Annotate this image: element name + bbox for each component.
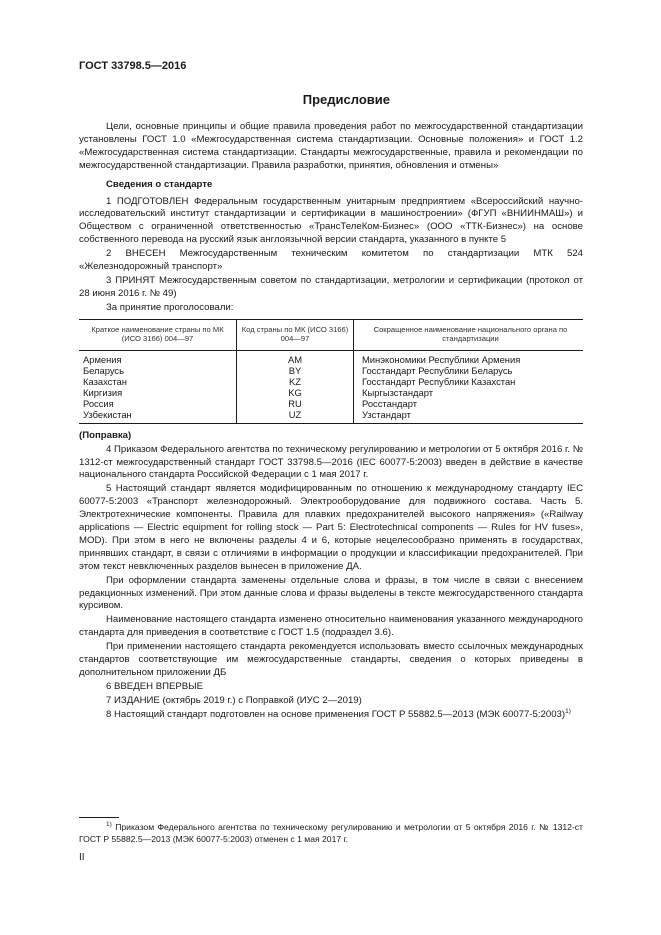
table-cell-body: Госстандарт Республики Казахстан (362, 375, 516, 387)
table-row (79, 350, 583, 365)
table-cell-country: Киргизия (79, 387, 237, 398)
table-cell-country: Беларусь (79, 365, 237, 376)
table-cell-body: Росстандарт (362, 397, 417, 409)
intro-paragraph: Цели, основные принципы и общие правила проведения работ по межгосударственной стандартизации установлены ГОСТ 1.0 «Межгосударственная система стандартизации. Основные положения» и ГОСТ 1.2 «Межгосударственная система стандартизации. Стандарты межгосударственные, правила и рекомендации по межгосударственной стандартизации. Правила разработки, принятия, обновления и отмены» (79, 121, 583, 171)
table-cell-body: Минэкономики Республики Армения (362, 353, 521, 365)
table-row (79, 409, 583, 424)
footnote-divider (79, 817, 119, 818)
table-cell-code: KZ (237, 376, 354, 387)
table-cell-body: Узстандарт (354, 409, 584, 424)
page-number: II (79, 852, 85, 863)
item-5: 5 Настоящий стандарт является модифицированным по отношению к международному стандарту IEC 60077-5:2003 «Транспорт железнодорожный. Электрооборудование для подвижного состава. Часть 5. Электротехнические компоненты. Правила для плавких предохранителей высокого напряжения» («Railway applications — Electric equipment for rolling stock — Part 5: Electrotechnical components — Rules for HV fuses», MOD). При этом в него не включены разделы 4 и 6, которые нецелесообразно применять в государствах, принявших стандарт, в связи с отличиями в информации о продукции и классификации предохранителей. При этом текст невключенных разделов вынесен в приложение ДА. (79, 483, 583, 572)
item-7: 7 ИЗДАНИЕ (октябрь 2019 г.) с Поправкой (ИУС 2—2019) (106, 694, 362, 706)
vote-label: За принятие проголосовали: (106, 301, 234, 313)
item-8 (79, 709, 583, 722)
table-row (79, 398, 583, 409)
table-header-code: Код страны по МК (ИСО 3166) 004—97 (237, 319, 354, 350)
document-number: ГОСТ 33798.5—2016 (79, 60, 187, 72)
table-cell-country: Казахстан (79, 376, 237, 387)
item-3: 3 ПРИНЯТ Межгосударственным советом по стандартизации, метрологии и сертификации (протокол от 28 июня 2016 г. № 49) (79, 274, 583, 299)
table-header-body: Сокращенное наименование национального органа по стандартизации (354, 319, 584, 350)
footnote-reference: 1) (565, 707, 571, 715)
table-cell-country: Армения (79, 350, 237, 365)
section-heading: Сведения о стандарте (106, 178, 213, 190)
table-cell-country: Узбекистан (79, 409, 237, 424)
table-cell-code: BY (237, 365, 354, 376)
table-header-country: Краткое наименование страны по МК (ИСО 3166) 004—97 (79, 319, 237, 350)
item-6: 6 ВВЕДЕН ВПЕРВЫЕ (106, 680, 204, 692)
table-header-row (79, 319, 583, 350)
table-cell-code: AM (237, 350, 354, 365)
document-body (79, 92, 583, 722)
page-title: Предисловие (302, 92, 390, 107)
paragraph-title-change: Наименование настоящего стандарта изменено относительно наименования указанного международного стандарта для приведения в соответствие с ГОСТ 1.5 (подраздел 3.6). (79, 614, 583, 639)
table-cell-body: Кыргызстандарт (362, 386, 434, 398)
table-row (79, 365, 583, 376)
correction-heading: (Поправка) (79, 429, 132, 441)
footnote-mark: 1) (106, 821, 112, 829)
table-row (79, 387, 583, 398)
table-cell-code: UZ (237, 409, 354, 424)
table-row (79, 376, 583, 387)
voting-table (79, 319, 583, 424)
item-8-text: 8 Настоящий стандарт подготовлен на основе применения ГОСТ Р 55882.5—2013 (МЭК 60077-5:2003) (106, 708, 566, 720)
table-cell-code: RU (237, 398, 354, 409)
footnote (79, 822, 583, 845)
table-cell-body: Госстандарт Республики Беларусь (362, 364, 513, 376)
paragraph-references: При применении настоящего стандарта рекомендуется использовать вместо ссылочных международных стандартов соответствующие им межгосударственные стандарты, сведения о которых приведены в дополнительном приложении ДБ (79, 641, 583, 678)
item-1: 1 ПОДГОТОВЛЕН Федеральным государственным унитарным предприятием «Всероссийский научно-исследовательский институт стандартизации и сертификации в машиностроении» (ФГУП «ВНИИНМАШ») и Обществом с ограниченной ответственностью «ТрансТелеКом-Бизнес» (ООО «ТТК-Бизнес») на основе собственного перевода на русский язык англоязычной версии стандарта, указанного в пункте 5 (79, 195, 583, 246)
item-2: 2 ВНЕСЕН Межгосударственным техническим комитетом по стандартизации МТК 524 «Железнодорожный транспорт» (79, 248, 583, 273)
table-cell-code: KG (237, 387, 354, 398)
item-4: 4 Приказом Федерального агентства по техническому регулированию и метрологии от 5 октября 2016 г. № 1312-ст межгосударственный стандарт ГОСТ 33798.5—2016 (IEC 60077-5:2003) введен в действие в качестве национального стандарта Российской Федерации с 1 мая 2017 г. (79, 443, 583, 481)
table-cell-country: Россия (79, 398, 237, 409)
footnote-text: Приказом Федерального агентства по техническому регулированию и метрологии от 5 октября 2016 г. № 1312-ст ГОСТ Р 55882.5—2013 (МЭК 60077-5:2003) отменен с 1 мая 2017 г. (79, 822, 583, 844)
paragraph-replacements: При оформлении стандарта заменены отдельные слова и фразы, в том числе в связи с внесением редакционных изменений. При этом данные слова и фразы выделены в тексте межгосударственного стандарта курсивом. (79, 574, 583, 612)
